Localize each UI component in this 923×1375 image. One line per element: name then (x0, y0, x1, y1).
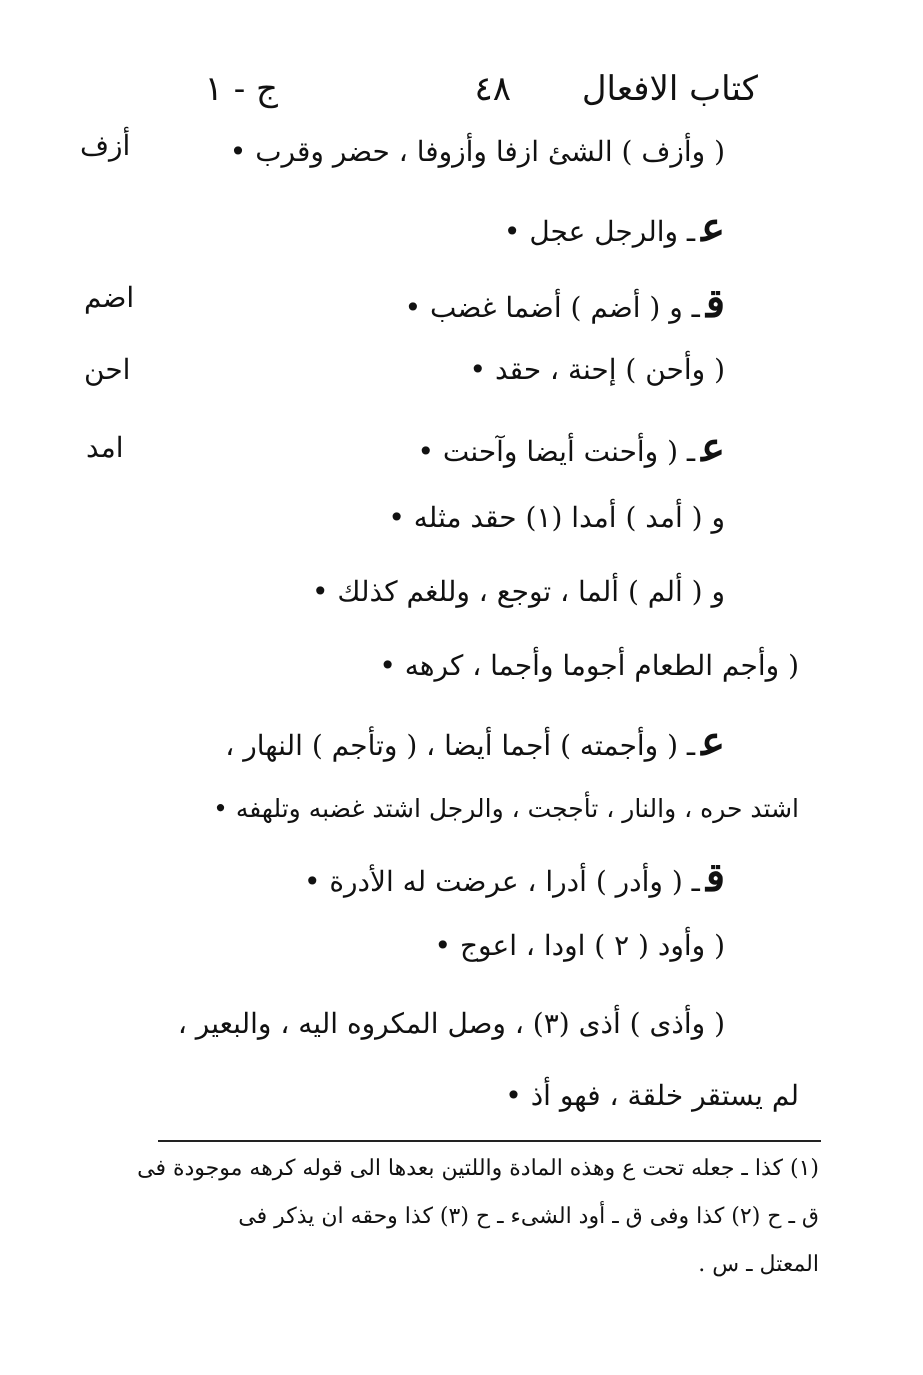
volume-label: ج - ١ (204, 69, 278, 109)
text-line (469, 353, 725, 386)
text-line (505, 1079, 799, 1112)
line-text: ـ ( وأدر ) أدرا ، عرضت له الأدرة • (303, 865, 700, 898)
text-line (177, 1007, 725, 1040)
margin-word: اضم (84, 281, 135, 314)
text-line (417, 424, 725, 471)
text-line (379, 649, 799, 682)
text-line (229, 135, 725, 168)
line-text: ـ ( وأجمته ) أجما أيضا ، ( وتأجم ) النهار ، (225, 729, 696, 762)
footnote-line: ق ـ ح (٢) كذا وفى ق ـ أود الشىء ـ ح (٣) كذا وحقه ان يذكر فى (238, 1204, 819, 1229)
line-text: ( وأجم الطعام أجوما وأجما ، كرهه • (379, 649, 799, 682)
line-text: ( وأحن ) إحنة ، حقد • (469, 353, 725, 386)
text-line (434, 929, 725, 962)
footnote-line: (١) كذا ـ جعله تحت ع وهذه المادة واللتين بعدها الى قوله كرهه موجودة فى (137, 1156, 819, 1181)
line-text: و ( أمد ) أمدا (١) حقد مثله • (388, 501, 725, 534)
line-prefix: ع (701, 718, 725, 765)
line-prefix: ع (701, 204, 725, 251)
text-line (404, 280, 725, 327)
line-text: ( وأذى ) أذى (٣) ، وصل المكروه اليه ، والبعير ، (177, 1007, 725, 1040)
line-text: و ( ألم ) ألما ، توجع ، وللغم كذلك • (311, 575, 725, 608)
line-text: لم يستقر خلقة ، فهو أذ • (505, 1079, 799, 1112)
book-title: كتاب الافعال (581, 69, 758, 109)
line-text: ـ والرجل عجل • (503, 215, 696, 248)
footnote-divider (158, 1140, 821, 1142)
margin-word: احن (84, 353, 131, 386)
text-line (213, 796, 799, 821)
text-line (311, 575, 725, 608)
text-line (388, 501, 725, 534)
page-number: ٤٨ (474, 69, 511, 109)
text-line (225, 718, 725, 765)
line-text: ـ ( وأحنت أيضا وآحنت • (417, 435, 696, 468)
line-text: اشتد حره ، والنار ، تأججت ، والرجل اشتد غضبه وتلهفه • (213, 794, 799, 823)
margin-word: أزف (80, 129, 131, 162)
line-text: ( وأزف ) الشئ ازفا وأزوفا ، حضر وقرب • (229, 135, 725, 168)
text-line (503, 204, 725, 251)
line-text: ـ و ( أضم ) أضما غضب • (404, 291, 700, 324)
line-prefix: ع (701, 424, 725, 471)
footnote-line: المعتل ـ س . (698, 1252, 819, 1277)
margin-word: امد (86, 431, 124, 464)
line-prefix: ق (705, 280, 725, 327)
line-text: ( وأود ( ٢ ) اودا ، اعوج • (434, 929, 725, 962)
line-prefix: ق (705, 854, 725, 901)
text-line (303, 854, 725, 901)
